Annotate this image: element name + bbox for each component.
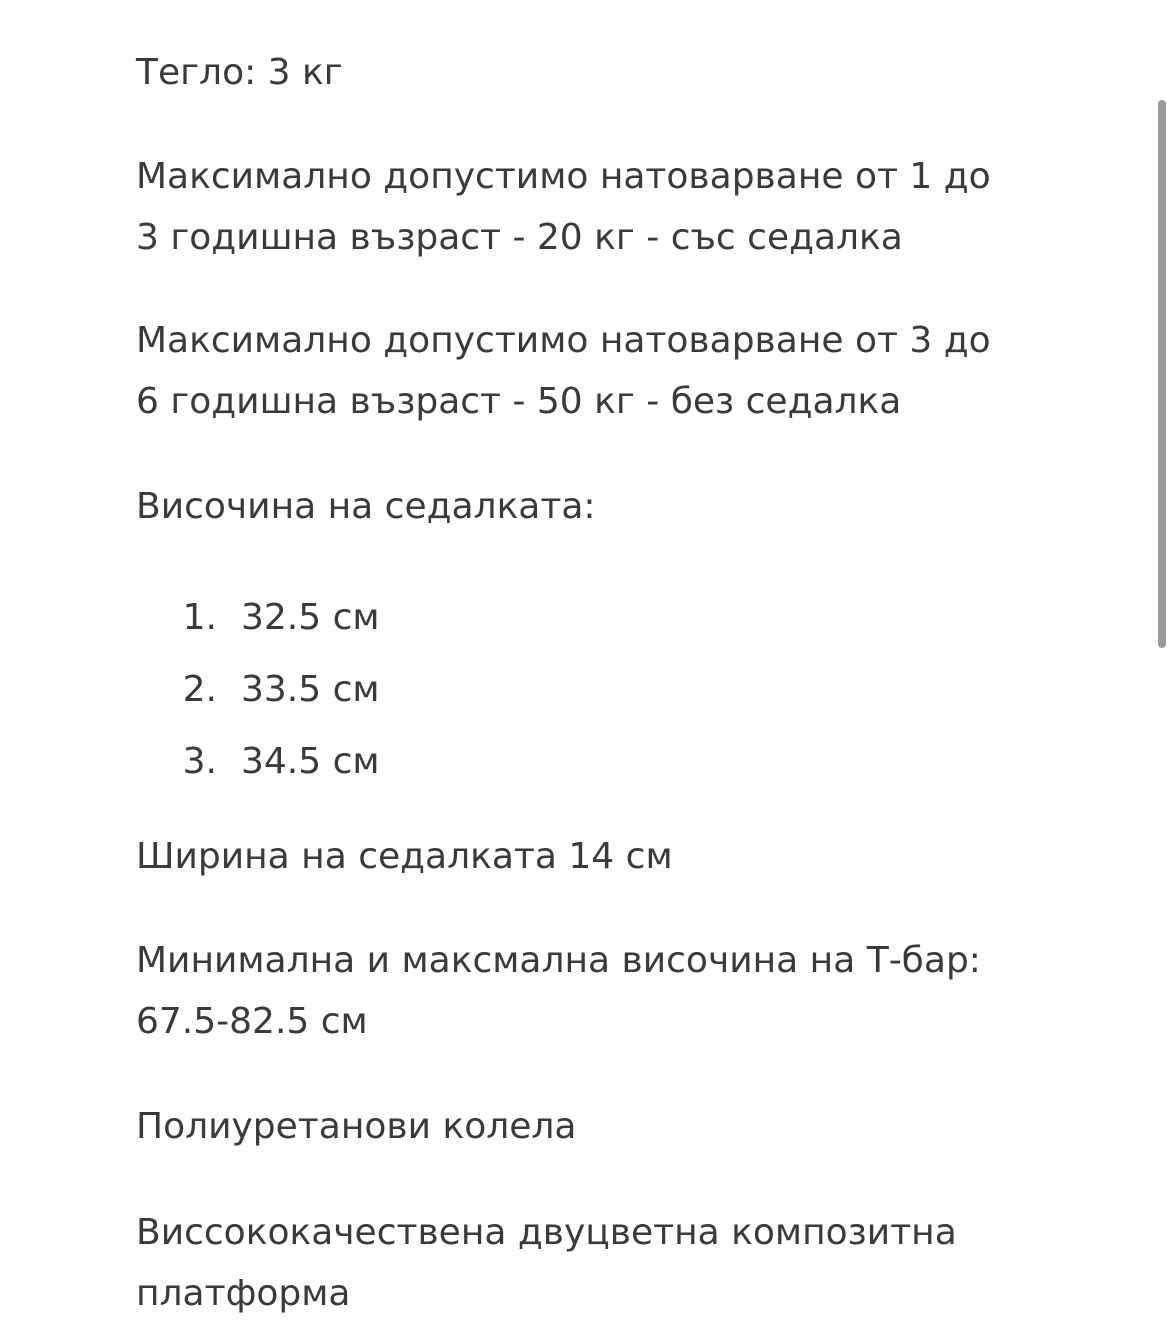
max-load-1-3-line1: Максимално допустимо натоварване от 1 до [136, 156, 991, 197]
seat-height-list [136, 587, 380, 803]
wheels-text: Полиуретанови колела [136, 1106, 577, 1147]
list-item [136, 731, 380, 803]
platform-text [136, 1202, 957, 1324]
vertical-scrollbar[interactable] [1158, 100, 1166, 648]
max-load-1-3-text [136, 146, 991, 268]
tbar-height-line1: Минимална и максмална височина на Т-бар: [136, 940, 981, 981]
platform-line1: Виссококачествена двуцветна композитна [136, 1212, 957, 1253]
max-load-3-6-line2: 6 годишна възраст - 50 кг - без седалка [136, 381, 902, 422]
list-item-number: 3. [182, 741, 217, 782]
list-item-number: 1. [182, 597, 217, 638]
tbar-height-line2: 67.5-82.5 см [136, 1001, 368, 1042]
seat-width-text: Ширина на седалката 14 см [136, 836, 673, 877]
tbar-height-text [136, 930, 981, 1052]
list-item-value: 33.5 см [241, 669, 380, 710]
list-item-value: 32.5 см [241, 597, 380, 638]
list-item [136, 587, 380, 659]
list-item [136, 659, 380, 731]
seat-height-label: Височина на седалката: [136, 486, 596, 527]
list-item-number: 2. [182, 669, 217, 710]
list-item-value: 34.5 см [241, 741, 380, 782]
weight-text: Тегло: 3 кг [136, 52, 343, 93]
max-load-3-6-line1: Максимално допустимо натоварване от 3 до [136, 320, 991, 361]
max-load-3-6-text [136, 310, 991, 432]
max-load-1-3-line2: 3 годишна възраст - 20 кг - със седалка [136, 217, 903, 258]
platform-line2: платформа [136, 1273, 351, 1314]
